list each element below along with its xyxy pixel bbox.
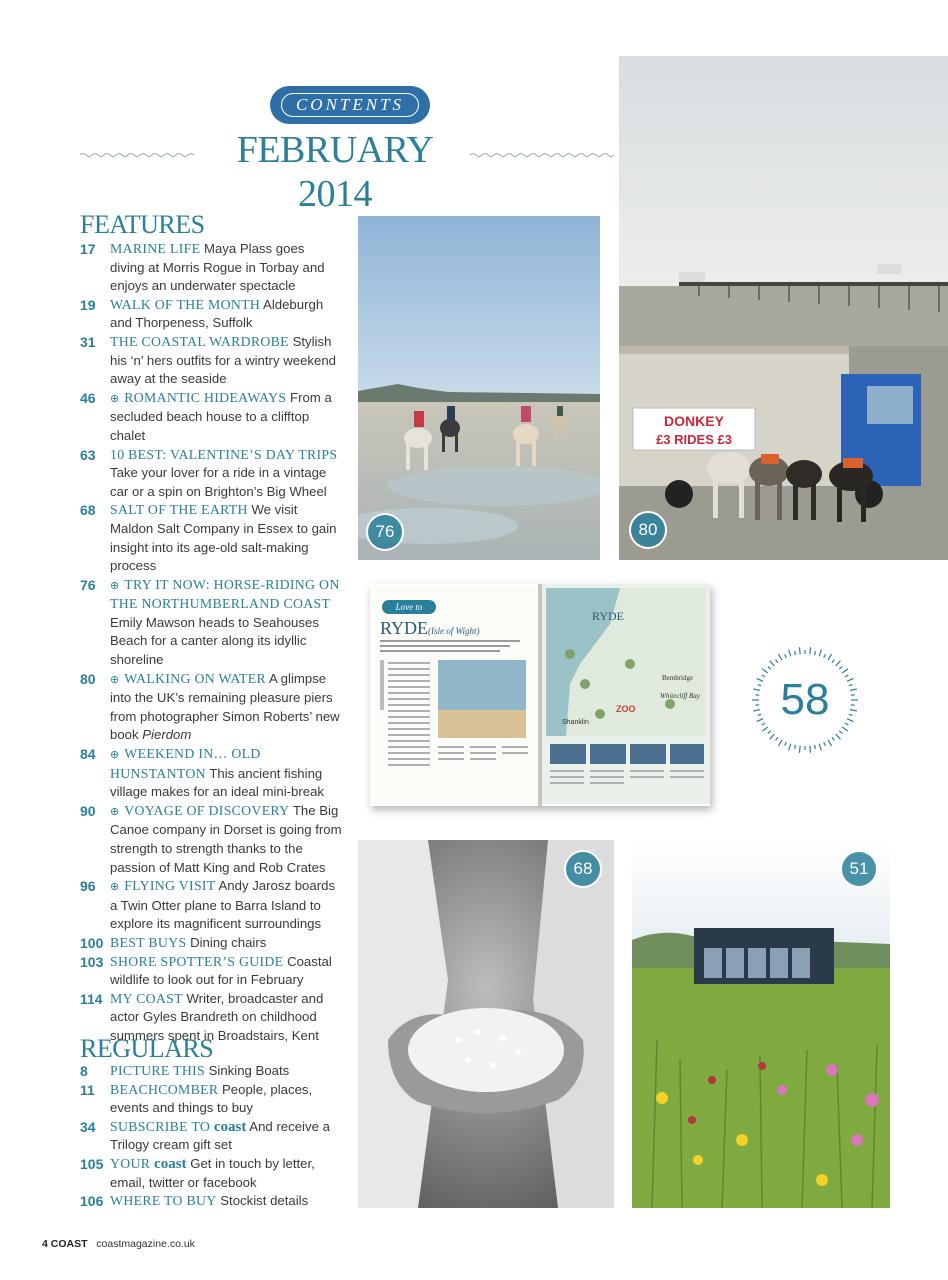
donkey-sign-line1: DONKEY xyxy=(664,413,724,429)
features-list xyxy=(80,240,342,1046)
entry-description: Coastal wildlife to look out for in February xyxy=(110,953,332,988)
ring-tick xyxy=(839,667,842,670)
ring-tick xyxy=(819,650,821,657)
ring-tick xyxy=(789,744,791,751)
entry-page-number: 34 xyxy=(80,1118,96,1135)
contents-entry[interactable] xyxy=(80,576,342,670)
entry-body xyxy=(110,389,342,446)
footer-brand: COAST xyxy=(50,1238,88,1250)
entry-body xyxy=(110,877,342,934)
ryde-spread-illustration xyxy=(370,584,710,806)
ring-tick xyxy=(828,654,832,660)
ring-tick xyxy=(753,689,760,690)
regulars-heading: REGULARS xyxy=(80,1034,214,1063)
ring-tick xyxy=(776,737,778,740)
horse-riding-page-badge: 76 xyxy=(366,513,404,551)
entry-page-number: 106 xyxy=(80,1193,104,1210)
entry-page-number: 68 xyxy=(80,502,96,519)
footer-page-number: 4 xyxy=(42,1238,48,1250)
entry-keyword: MARINE LIFE xyxy=(110,241,201,256)
left-decorative-line xyxy=(80,152,195,158)
entry-brand: coast xyxy=(213,1118,247,1135)
footer-url: coastmagazine.co.uk xyxy=(96,1238,195,1250)
ring-tick xyxy=(849,685,853,686)
contents-entry[interactable] xyxy=(80,1118,342,1155)
map-label-zoo: ZOO xyxy=(616,704,636,714)
entry-description: Stylish his ‘n’ hers outfits for a wintry weekend away at the seaside xyxy=(110,333,336,387)
web-extra-icon: ⊕ xyxy=(110,392,123,405)
ryde-spread-photo xyxy=(370,584,710,806)
spread-title: RYDE xyxy=(380,618,429,638)
donkey-sign-line2: £3 RIDES £3 xyxy=(656,432,732,447)
map-label-bembridge: Bembridge xyxy=(662,674,694,682)
ring-tick xyxy=(779,740,783,746)
entry-keyword: 10 BEST: VALENTINE’S DAY TRIPS xyxy=(110,446,338,462)
regulars-list xyxy=(80,1062,342,1211)
contents-entry[interactable] xyxy=(80,1081,342,1118)
web-extra-icon: ⊕ xyxy=(110,805,123,818)
entry-body xyxy=(110,296,342,333)
ring-tick xyxy=(757,719,763,722)
ring-tick xyxy=(842,669,848,673)
web-extra-icon: ⊕ xyxy=(110,881,123,894)
entry-keyword: FLYING VISIT xyxy=(124,878,216,894)
map-label-shanklin: Shanklin xyxy=(562,719,589,726)
ring-tick xyxy=(757,678,763,681)
entry-page-number: 100 xyxy=(80,934,104,951)
entry-page-number: 46 xyxy=(80,389,96,406)
contents-entry[interactable] xyxy=(80,1062,342,1081)
entry-page-number: 80 xyxy=(80,670,96,687)
contents-entry[interactable] xyxy=(80,670,342,745)
entry-description: Dining chairs xyxy=(186,934,267,950)
entry-page-number: 11 xyxy=(80,1081,95,1098)
contents-entry[interactable] xyxy=(80,1192,342,1211)
ring-tick xyxy=(776,660,778,663)
contents-badge-label: CONTENTS xyxy=(281,93,419,117)
ring-tick xyxy=(762,675,765,677)
contents-entry[interactable] xyxy=(80,934,342,953)
contents-entry[interactable] xyxy=(80,333,342,389)
entry-page-number: 76 xyxy=(80,576,96,593)
entry-page-number: 8 xyxy=(80,1063,88,1079)
ring-tick xyxy=(850,689,857,690)
entry-description: The Big Canoe company in Dorset is going from strength to strength thanks to the passion of Matt King and Rob Crates xyxy=(110,802,342,875)
horse-riding-illustration xyxy=(358,216,600,560)
ring-tick xyxy=(845,723,848,725)
entry-description: Emily Mawson heads to Seahouses Beach for a canter along its idyllic shoreline xyxy=(110,614,319,668)
meadow-page-badge: 51 xyxy=(840,850,878,888)
ring-tick xyxy=(768,667,771,670)
ring-tick xyxy=(757,685,761,686)
entry-keyword: BEST BUYS xyxy=(110,934,187,950)
entry-keyword: TRY IT NOW: HORSE-RIDING ON THE NORTHUMBERLAND COAST xyxy=(110,576,340,612)
map-label-whitecliff: Whitecliff Bay xyxy=(660,692,700,700)
entry-keyword: VOYAGE OF DISCOVERY xyxy=(124,802,290,818)
ring-tick xyxy=(819,744,821,751)
map-title: RYDE xyxy=(592,609,625,623)
ring-tick xyxy=(762,669,768,673)
page-58-marker xyxy=(750,645,860,755)
entry-page-number: 31 xyxy=(80,333,96,350)
entry-description: Take your lover for a ride in a vintage car or a spin on Brighton’s Big Wheel xyxy=(110,465,327,499)
meadow-house-illustration xyxy=(632,840,890,1208)
ring-tick xyxy=(785,654,787,658)
ring-tick xyxy=(850,710,857,711)
entry-body xyxy=(110,802,342,877)
page-58-number: 58 xyxy=(780,675,830,724)
entry-keyword: ROMANTIC HIDEAWAYS xyxy=(124,389,287,405)
entry-description: People, places, events and things to buy xyxy=(110,1081,313,1116)
entry-brand: coast xyxy=(154,1155,187,1172)
contents-entry[interactable] xyxy=(80,389,342,446)
ring-tick xyxy=(842,727,848,731)
entry-page-number: 63 xyxy=(80,446,96,463)
entry-page-number: 17 xyxy=(80,241,96,257)
issue-title: FEBRUARY 2014 xyxy=(236,129,434,215)
ring-tick xyxy=(828,740,832,746)
entry-description: Writer, broadcaster and actor Gyles Brandreth on childhood summers spent in Broadstairs, Kent xyxy=(110,990,324,1043)
entry-description: This ancient fishing village makes for an ideal mini-break xyxy=(110,765,325,800)
entry-keyword: SALT OF THE EARTH xyxy=(110,502,248,518)
entry-description: And receive a Trilogy cream gift set xyxy=(110,1118,330,1153)
entry-keyword: SHORE SPOTTER’S GUIDE xyxy=(110,953,284,969)
features-heading: FEATURES xyxy=(80,210,205,239)
entry-body xyxy=(110,501,342,575)
ring-tick xyxy=(768,731,771,734)
entry-description: A glimpse into the UK’s remaining pleasure piers from photographer Simon Roberts’ new book xyxy=(110,670,340,743)
entry-body xyxy=(110,1192,342,1211)
contents-entry[interactable] xyxy=(80,296,342,333)
contents-entry[interactable] xyxy=(80,877,342,934)
meadow-house-photo xyxy=(632,840,890,1208)
entry-page-number: 19 xyxy=(80,296,96,313)
entry-description: From a secluded beach house to a clifftop chalet xyxy=(110,389,332,443)
ring-tick xyxy=(779,654,783,660)
contents-entry[interactable] xyxy=(80,501,342,575)
pier-donkeys-illustration xyxy=(619,56,948,560)
right-decorative-line xyxy=(470,152,615,158)
pier-donkeys-photo xyxy=(619,56,948,560)
ring-tick xyxy=(849,714,853,715)
entry-keyword: BEACHCOMBER xyxy=(110,1081,219,1097)
ring-tick xyxy=(832,660,834,663)
ring-tick xyxy=(845,675,848,677)
entry-page-number: 84 xyxy=(80,746,96,763)
ring-tick xyxy=(839,731,842,734)
spread-subtitle: (Isle of Wight) xyxy=(428,626,480,636)
ring-tick xyxy=(795,745,796,749)
entry-book-title: Pierdom xyxy=(142,727,192,743)
web-extra-icon: ⊕ xyxy=(110,579,123,592)
entry-body xyxy=(110,1118,342,1155)
entry-description: Aldeburgh and Thorpeness, Suffolk xyxy=(110,296,324,331)
ring-tick xyxy=(824,742,826,746)
ring-tick xyxy=(770,734,775,739)
page-footer xyxy=(42,1238,195,1250)
ring-tick xyxy=(832,737,834,740)
entry-body xyxy=(110,953,342,990)
entry-keyword: WALKING ON WATER xyxy=(124,670,267,686)
ring-tick xyxy=(753,710,760,711)
contents-entry[interactable] xyxy=(80,1155,342,1192)
entry-body xyxy=(110,1062,342,1081)
spread-tag: Love to xyxy=(395,602,423,612)
ring-tick xyxy=(836,734,841,739)
ring-tick xyxy=(824,654,826,658)
entry-page-number: 103 xyxy=(80,953,104,970)
salt-hands-photo xyxy=(358,840,614,1208)
entry-description: Andy Jarosz boards a Twin Otter plane to Barra Island to explore its magnificent surroundings xyxy=(110,878,336,932)
entry-body xyxy=(110,745,342,802)
ring-tick xyxy=(847,719,853,722)
entry-keyword: WALK OF THE MONTH xyxy=(110,296,261,312)
contents-entry[interactable] xyxy=(80,745,342,802)
entry-body xyxy=(110,333,342,389)
ring-tick xyxy=(799,647,800,654)
entry-description: We visit Maldon Salt Company in Essex to gain insight into its age-old salt-making process xyxy=(110,502,337,574)
pier-page-badge: 80 xyxy=(629,511,667,549)
entry-keyword: THE COASTAL WARDROBE xyxy=(110,333,289,349)
horse-riding-photo xyxy=(358,216,600,560)
ring-tick xyxy=(762,727,768,731)
entry-keyword: MY COAST xyxy=(110,990,183,1006)
entry-description: Maya Plass goes diving at Morris Rogue in Torbay and enjoys an underwater spectacle xyxy=(110,241,325,294)
ring-tick xyxy=(847,678,853,681)
entry-body xyxy=(110,240,342,296)
ring-tick xyxy=(815,745,816,749)
entry-page-number: 90 xyxy=(80,802,96,819)
entry-keyword: PICTURE THIS xyxy=(110,1063,205,1078)
contents-entry[interactable] xyxy=(80,953,342,990)
salt-page-badge: 68 xyxy=(564,850,602,888)
entry-body xyxy=(110,934,342,953)
contents-entry[interactable] xyxy=(80,240,342,296)
entry-body xyxy=(110,576,342,670)
salt-hands-illustration xyxy=(358,840,614,1208)
ring-tick xyxy=(762,723,765,725)
ring-tick xyxy=(810,647,811,654)
ring-tick xyxy=(789,650,791,657)
entry-page-number: 114 xyxy=(80,990,103,1007)
ring-tick xyxy=(757,714,761,715)
entry-body xyxy=(110,446,342,502)
ring-tick xyxy=(810,746,811,753)
entry-page-number: 105 xyxy=(80,1155,104,1172)
entry-description: Sinking Boats xyxy=(204,1063,290,1078)
entry-keyword: WEEKEND IN… OLD HUNSTANTON xyxy=(110,746,261,781)
entry-body xyxy=(110,670,342,745)
ring-tick xyxy=(799,746,800,753)
entry-keyword: WHERE TO BUY xyxy=(110,1193,217,1209)
entry-description: Stockist details xyxy=(216,1193,309,1209)
ring-tick xyxy=(815,651,816,655)
entry-body xyxy=(110,1155,342,1192)
entry-body xyxy=(110,1081,342,1118)
contents-entry[interactable] xyxy=(80,802,342,877)
contents-badge xyxy=(270,86,430,124)
contents-entry[interactable] xyxy=(80,446,342,502)
ring-tick xyxy=(785,742,787,746)
web-extra-icon: ⊕ xyxy=(110,749,123,762)
web-extra-icon: ⊕ xyxy=(110,673,123,686)
entry-page-number: 96 xyxy=(80,878,96,895)
ring-tick xyxy=(836,661,841,666)
ring-tick xyxy=(770,661,775,666)
entry-keyword: YOUR xyxy=(110,1155,155,1171)
entry-keyword: SUBSCRIBE TO xyxy=(110,1118,214,1134)
entry-description: Get in touch by letter, email, twitter or facebook xyxy=(110,1155,315,1190)
ring-tick xyxy=(795,651,796,655)
